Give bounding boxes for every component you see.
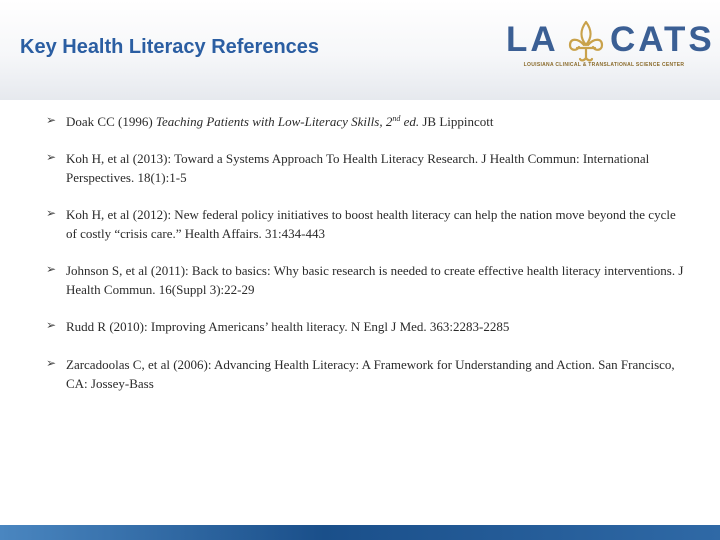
- fleur-de-lis-icon: [566, 18, 606, 64]
- arrow-bullet-icon: ➢: [46, 206, 57, 220]
- la-cats-logo: [500, 18, 715, 78]
- logo-la-text: LA: [506, 20, 559, 59]
- reference-text: Rudd R (2010): Improving Americans’ health literacy. N Engl J Med. 363:2283-2285: [66, 319, 510, 334]
- reference-text: Johnson S, et al (2011): Back to basics: Why basic research is needed to create effective health literacy interventions. J Health Commun. 16(Suppl 3):22-29: [66, 263, 684, 297]
- reference-text: Koh H, et al (2012): New federal policy initiatives to boost health literacy can help the nation move beyond the cycle of costly “crisis care.” Health Affairs. 31:434-443: [66, 207, 676, 241]
- arrow-bullet-icon: ➢: [46, 356, 57, 370]
- arrow-bullet-icon: ➢: [46, 113, 57, 127]
- logo-subtitle: LOUISIANA CLINICAL & TRANSLATIONAL SCIENCE CENTER: [523, 62, 685, 68]
- footer-bar: [0, 525, 720, 540]
- arrow-bullet-icon: ➢: [46, 150, 57, 164]
- logo-cats-text: CATS: [610, 20, 715, 59]
- reference-text: Doak CC (1996) Teaching Patients with Low-Literacy Skills, 2nd ed. JB Lippincott: [66, 114, 494, 129]
- arrow-bullet-icon: ➢: [46, 262, 57, 276]
- reference-text: Koh H, et al (2013): Toward a Systems Approach To Health Literacy Research. J Health Commun: International Perspectives. 18(1):1-5: [66, 151, 650, 185]
- arrow-bullet-icon: ➢: [46, 318, 57, 332]
- slide-title: Key Health Literacy References: [20, 36, 320, 58]
- reference-text: Zarcadoolas C, et al (2006): Advancing Health Literacy: A Framework for Understanding and Action. San Francisco, CA: Jossey-Bass: [66, 357, 675, 391]
- slide-header: [0, 0, 720, 100]
